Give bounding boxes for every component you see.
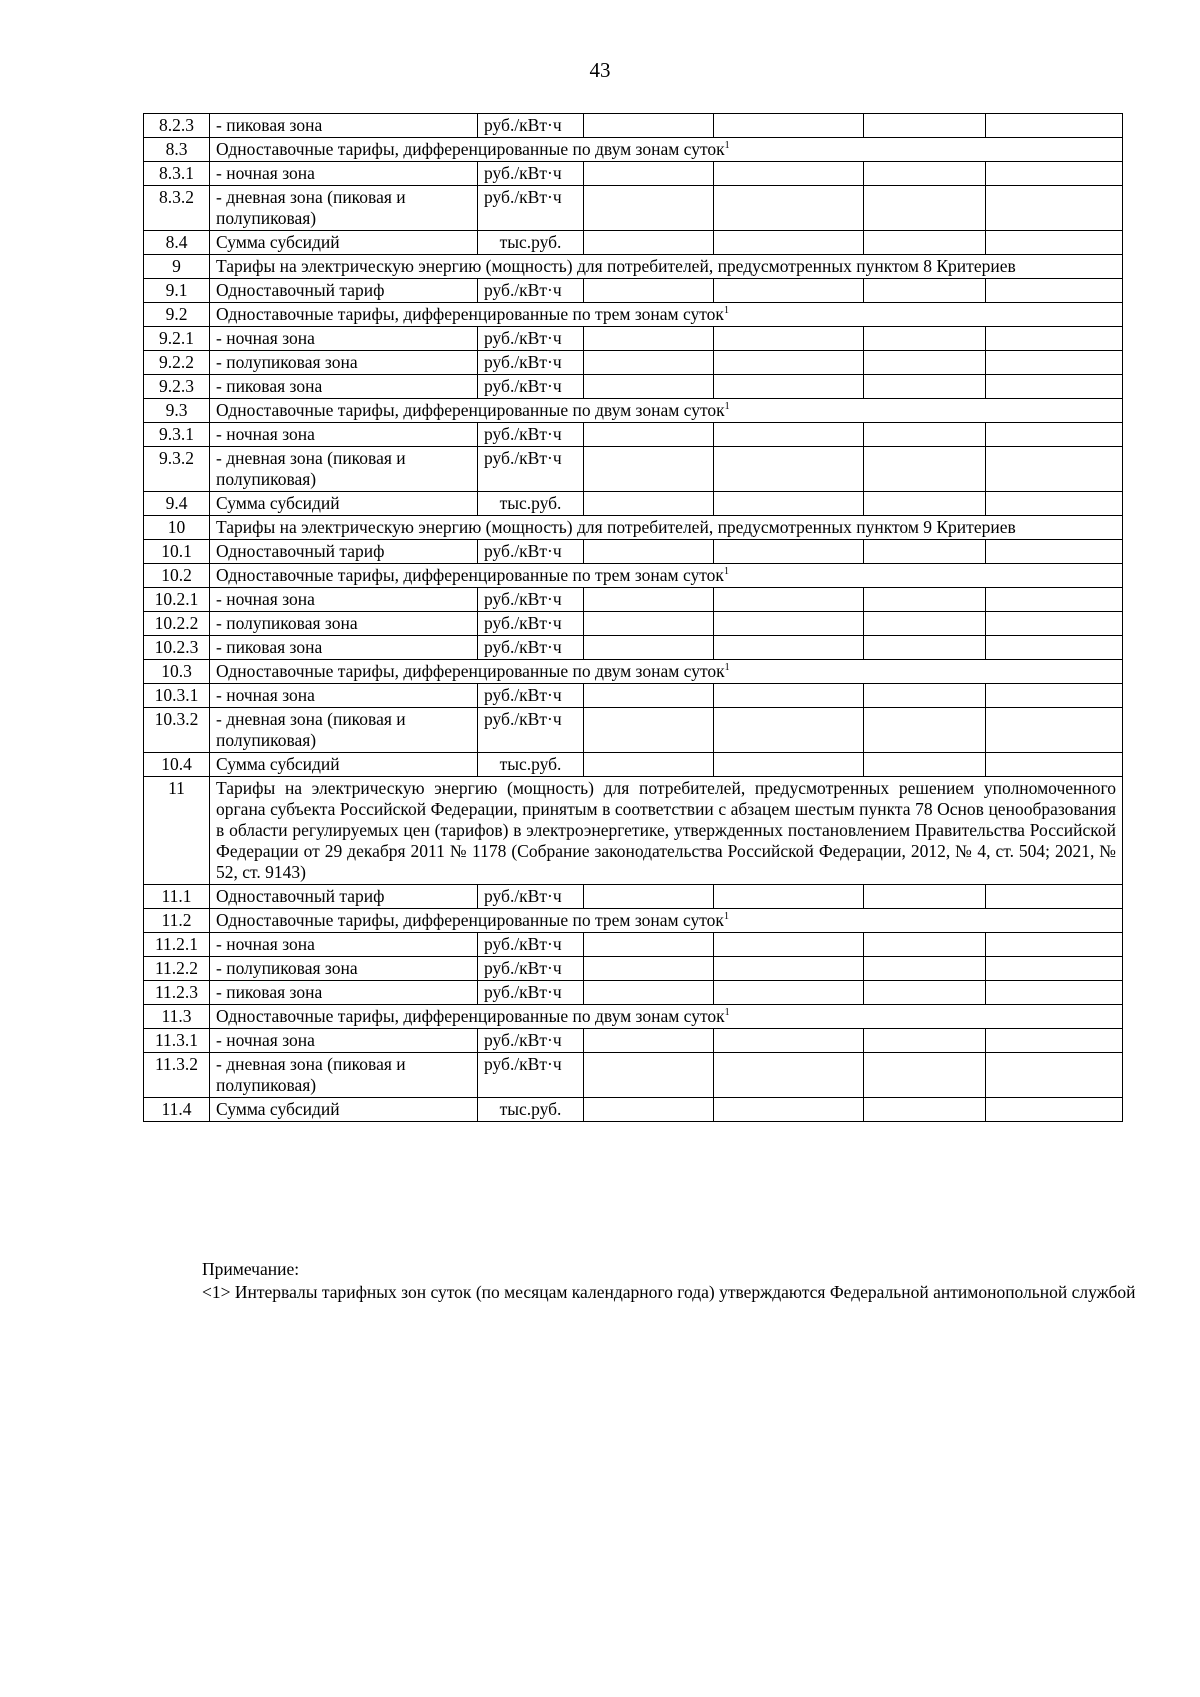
value-cell: [864, 375, 986, 399]
row-number: 11.2.2: [144, 957, 210, 981]
row-number: 11.2.1: [144, 933, 210, 957]
value-cell: [864, 612, 986, 636]
value-cell: [986, 231, 1123, 255]
value-cell: [714, 708, 864, 753]
value-cell: [714, 636, 864, 660]
table-row: [144, 351, 1123, 375]
row-unit: руб./кВт·ч: [478, 279, 584, 303]
row-unit: тыс.руб.: [478, 753, 584, 777]
section-header-text: Одноставочные тарифы, дифференцированные по трем зонам суток: [216, 565, 724, 585]
row-number: 10.3.2: [144, 708, 210, 753]
row-label: - пиковая зона: [210, 375, 478, 399]
section-header-text: Тарифы на электрическую энергию (мощность) для потребителей, предусмотренных пунктом 9 Критериев: [216, 517, 1016, 537]
table-row: [144, 327, 1123, 351]
value-cell: [864, 1029, 986, 1053]
value-cell: [864, 957, 986, 981]
value-cell: [864, 1053, 986, 1098]
table-row: [144, 1029, 1123, 1053]
section-header: [210, 255, 1123, 279]
value-cell: [864, 588, 986, 612]
row-unit: руб./кВт·ч: [478, 186, 584, 231]
row-unit: тыс.руб.: [478, 492, 584, 516]
value-cell: [584, 327, 714, 351]
value-cell: [986, 684, 1123, 708]
value-cell: [584, 231, 714, 255]
row-unit: руб./кВт·ч: [478, 447, 584, 492]
section-header: [210, 303, 1123, 327]
value-cell: [864, 351, 986, 375]
value-cell: [714, 540, 864, 564]
row-number: 8.2.3: [144, 114, 210, 138]
table-row: [144, 588, 1123, 612]
row-label: Сумма субсидий: [210, 1098, 478, 1122]
value-cell: [584, 981, 714, 1005]
value-cell: [986, 492, 1123, 516]
table-row: [144, 375, 1123, 399]
row-unit: руб./кВт·ч: [478, 708, 584, 753]
tariff-table-body: [144, 114, 1123, 1122]
footnote-marker: 1: [724, 401, 730, 413]
row-unit: руб./кВт·ч: [478, 423, 584, 447]
value-cell: [864, 162, 986, 186]
value-cell: [584, 708, 714, 753]
table-row: [144, 1053, 1123, 1098]
value-cell: [584, 612, 714, 636]
row-number: 8.3: [144, 138, 210, 162]
table-row: [144, 492, 1123, 516]
row-label: - ночная зона: [210, 423, 478, 447]
section-header-text: Тарифы на электрическую энергию (мощность) для потребителей, предусмотренных решением уполномоченного органа субъекта Российской Федерации, принятым в соответствии с абзацем шестым пункта 78 Основ ценообразования в области регулируемых цен (тарифов) в электроэнергетике, утвержденных постановлением Правительства Российской Федерации от 29 декабря 2011 № 1178 (Собрание законодательства Российской Федерации, 2012, № 4, ст. 504; 2021, № 52, ст. 9143): [216, 778, 1116, 882]
row-label: - полупиковая зона: [210, 612, 478, 636]
table-row: [144, 447, 1123, 492]
row-label: Одноставочный тариф: [210, 279, 478, 303]
row-label: - ночная зона: [210, 1029, 478, 1053]
value-cell: [714, 162, 864, 186]
table-section-row: [144, 909, 1123, 933]
row-number: 11.2.3: [144, 981, 210, 1005]
row-number: 10.2.2: [144, 612, 210, 636]
value-cell: [584, 540, 714, 564]
value-cell: [986, 933, 1123, 957]
row-label: Сумма субсидий: [210, 231, 478, 255]
row-unit: руб./кВт·ч: [478, 636, 584, 660]
row-number: 10.3: [144, 660, 210, 684]
table-row: [144, 885, 1123, 909]
value-cell: [986, 1029, 1123, 1053]
value-cell: [714, 423, 864, 447]
value-cell: [584, 423, 714, 447]
row-unit: руб./кВт·ч: [478, 1053, 584, 1098]
value-cell: [584, 1029, 714, 1053]
value-cell: [714, 684, 864, 708]
section-header: [210, 660, 1123, 684]
row-number: 10.3.1: [144, 684, 210, 708]
section-header: [210, 564, 1123, 588]
value-cell: [584, 1053, 714, 1098]
row-label: Одноставочный тариф: [210, 540, 478, 564]
value-cell: [584, 636, 714, 660]
table-row: [144, 684, 1123, 708]
table-row: [144, 1098, 1123, 1122]
value-cell: [714, 279, 864, 303]
value-cell: [584, 492, 714, 516]
row-label: - дневная зона (пиковая и полупиковая): [210, 186, 478, 231]
row-label: - дневная зона (пиковая и полупиковая): [210, 1053, 478, 1098]
row-unit: руб./кВт·ч: [478, 162, 584, 186]
row-label: - пиковая зона: [210, 981, 478, 1005]
value-cell: [714, 492, 864, 516]
value-cell: [584, 684, 714, 708]
footnote-marker: 1: [723, 911, 729, 923]
value-cell: [986, 957, 1123, 981]
row-label: - пиковая зона: [210, 114, 478, 138]
value-cell: [714, 1098, 864, 1122]
table-row: [144, 231, 1123, 255]
value-cell: [584, 375, 714, 399]
row-label: - ночная зона: [210, 933, 478, 957]
row-number: 11.2: [144, 909, 210, 933]
value-cell: [864, 753, 986, 777]
value-cell: [714, 1053, 864, 1098]
section-header: [210, 909, 1123, 933]
footnote-title: Примечание:: [202, 1259, 300, 1279]
footnote-marker: 1: [724, 140, 730, 152]
table-row: [144, 423, 1123, 447]
row-unit: руб./кВт·ч: [478, 327, 584, 351]
value-cell: [584, 162, 714, 186]
row-number: 11.4: [144, 1098, 210, 1122]
table-section-row: [144, 255, 1123, 279]
table-row: [144, 753, 1123, 777]
value-cell: [986, 447, 1123, 492]
table-section-row: [144, 516, 1123, 540]
value-cell: [986, 375, 1123, 399]
table-section-row: [144, 303, 1123, 327]
table-row: [144, 636, 1123, 660]
row-number: 11: [144, 777, 210, 885]
row-label: - ночная зона: [210, 588, 478, 612]
table-row: [144, 540, 1123, 564]
value-cell: [986, 114, 1123, 138]
row-label: - ночная зона: [210, 327, 478, 351]
value-cell: [714, 186, 864, 231]
value-cell: [986, 540, 1123, 564]
value-cell: [714, 957, 864, 981]
table-row: [144, 708, 1123, 753]
table-section-row: [144, 399, 1123, 423]
value-cell: [584, 933, 714, 957]
value-cell: [864, 492, 986, 516]
value-cell: [986, 612, 1123, 636]
value-cell: [584, 957, 714, 981]
value-cell: [584, 447, 714, 492]
value-cell: [986, 186, 1123, 231]
value-cell: [714, 1029, 864, 1053]
value-cell: [584, 114, 714, 138]
value-cell: [584, 1098, 714, 1122]
table-section-row: [144, 564, 1123, 588]
row-unit: руб./кВт·ч: [478, 612, 584, 636]
value-cell: [864, 981, 986, 1005]
value-cell: [714, 588, 864, 612]
value-cell: [986, 279, 1123, 303]
section-header-text: Одноставочные тарифы, дифференцированные по двум зонам суток: [216, 661, 725, 681]
value-cell: [986, 753, 1123, 777]
row-number: 9.1: [144, 279, 210, 303]
value-cell: [864, 231, 986, 255]
row-number: 11.3.1: [144, 1029, 210, 1053]
value-cell: [714, 753, 864, 777]
footnote-text: <1> Интервалы тарифных зон суток (по месяцам календарного года) утверждаются Федеральной антимонопольной службой: [202, 1282, 1136, 1302]
value-cell: [986, 885, 1123, 909]
value-cell: [714, 114, 864, 138]
value-cell: [584, 279, 714, 303]
table-section-row: [144, 1005, 1123, 1029]
row-unit: руб./кВт·ч: [478, 375, 584, 399]
value-cell: [714, 351, 864, 375]
value-cell: [864, 540, 986, 564]
value-cell: [864, 708, 986, 753]
row-label: Сумма субсидий: [210, 492, 478, 516]
section-header: [210, 1005, 1123, 1029]
row-number: 10: [144, 516, 210, 540]
table-section-row: [144, 777, 1123, 885]
row-number: 11.3: [144, 1005, 210, 1029]
section-header-text: Тарифы на электрическую энергию (мощность) для потребителей, предусмотренных пунктом 8 Критериев: [216, 256, 1016, 276]
row-number: 10.1: [144, 540, 210, 564]
row-number: 11.3.2: [144, 1053, 210, 1098]
tariff-table: [143, 113, 1123, 1122]
section-header: [210, 777, 1123, 885]
value-cell: [714, 885, 864, 909]
table-row: [144, 114, 1123, 138]
value-cell: [864, 636, 986, 660]
value-cell: [714, 231, 864, 255]
row-label: Сумма субсидий: [210, 753, 478, 777]
row-number: 9.3.1: [144, 423, 210, 447]
value-cell: [584, 588, 714, 612]
row-number: 9.2.2: [144, 351, 210, 375]
value-cell: [864, 933, 986, 957]
row-number: 8.4: [144, 231, 210, 255]
value-cell: [864, 186, 986, 231]
value-cell: [864, 114, 986, 138]
row-unit: тыс.руб.: [478, 1098, 584, 1122]
row-label: Одноставочный тариф: [210, 885, 478, 909]
row-number: 8.3.2: [144, 186, 210, 231]
value-cell: [986, 708, 1123, 753]
row-number: 9.2.3: [144, 375, 210, 399]
section-header: [210, 138, 1123, 162]
value-cell: [986, 981, 1123, 1005]
row-unit: руб./кВт·ч: [478, 588, 584, 612]
row-number: 10.4: [144, 753, 210, 777]
row-unit: руб./кВт·ч: [478, 885, 584, 909]
footnote-marker: 1: [724, 1007, 730, 1019]
row-unit: руб./кВт·ч: [478, 114, 584, 138]
row-number: 9.3.2: [144, 447, 210, 492]
row-number: 10.2: [144, 564, 210, 588]
footnote-marker: 1: [724, 662, 730, 674]
row-number: 10.2.1: [144, 588, 210, 612]
row-number: 8.3.1: [144, 162, 210, 186]
value-cell: [864, 885, 986, 909]
row-unit: руб./кВт·ч: [478, 351, 584, 375]
value-cell: [714, 612, 864, 636]
row-label: - пиковая зона: [210, 636, 478, 660]
row-unit: руб./кВт·ч: [478, 540, 584, 564]
section-header: [210, 516, 1123, 540]
page-number: 43: [589, 58, 611, 82]
table-row: [144, 186, 1123, 231]
section-header-text: Одноставочные тарифы, дифференцированные по трем зонам суток: [216, 304, 724, 324]
value-cell: [986, 588, 1123, 612]
value-cell: [584, 885, 714, 909]
row-number: 10.2.3: [144, 636, 210, 660]
row-unit: руб./кВт·ч: [478, 933, 584, 957]
value-cell: [714, 375, 864, 399]
row-label: - ночная зона: [210, 162, 478, 186]
row-number: 9.2.1: [144, 327, 210, 351]
value-cell: [584, 351, 714, 375]
value-cell: [864, 447, 986, 492]
row-unit: руб./кВт·ч: [478, 684, 584, 708]
value-cell: [986, 636, 1123, 660]
row-label: - полупиковая зона: [210, 957, 478, 981]
footnote: [143, 1258, 1136, 1304]
row-label: - дневная зона (пиковая и полупиковая): [210, 447, 478, 492]
value-cell: [986, 351, 1123, 375]
value-cell: [714, 327, 864, 351]
section-header: [210, 399, 1123, 423]
table-section-row: [144, 660, 1123, 684]
footnote-marker: 1: [723, 566, 729, 578]
value-cell: [714, 981, 864, 1005]
value-cell: [864, 1098, 986, 1122]
row-number: 9.2: [144, 303, 210, 327]
table-row: [144, 162, 1123, 186]
value-cell: [864, 279, 986, 303]
row-number: 9.4: [144, 492, 210, 516]
row-number: 9.3: [144, 399, 210, 423]
table-row: [144, 957, 1123, 981]
value-cell: [864, 327, 986, 351]
footnote-marker: 1: [723, 305, 729, 317]
row-unit: тыс.руб.: [478, 231, 584, 255]
section-header-text: Одноставочные тарифы, дифференцированные по двум зонам суток: [216, 1006, 725, 1026]
table-row: [144, 933, 1123, 957]
section-header-text: Одноставочные тарифы, дифференцированные по двум зонам суток: [216, 400, 725, 420]
section-header-text: Одноставочные тарифы, дифференцированные по двум зонам суток: [216, 139, 725, 159]
row-label: - дневная зона (пиковая и полупиковая): [210, 708, 478, 753]
value-cell: [986, 162, 1123, 186]
value-cell: [584, 186, 714, 231]
row-unit: руб./кВт·ч: [478, 957, 584, 981]
value-cell: [714, 933, 864, 957]
value-cell: [986, 1053, 1123, 1098]
section-header-text: Одноставочные тарифы, дифференцированные по трем зонам суток: [216, 910, 724, 930]
value-cell: [714, 447, 864, 492]
row-label: - полупиковая зона: [210, 351, 478, 375]
value-cell: [864, 684, 986, 708]
value-cell: [986, 327, 1123, 351]
table-row: [144, 612, 1123, 636]
table-row: [144, 981, 1123, 1005]
value-cell: [986, 1098, 1123, 1122]
table-row: [144, 279, 1123, 303]
value-cell: [864, 423, 986, 447]
row-unit: руб./кВт·ч: [478, 1029, 584, 1053]
table-section-row: [144, 138, 1123, 162]
row-number: 11.1: [144, 885, 210, 909]
value-cell: [584, 753, 714, 777]
row-number: 9: [144, 255, 210, 279]
row-unit: руб./кВт·ч: [478, 981, 584, 1005]
value-cell: [986, 423, 1123, 447]
row-label: - ночная зона: [210, 684, 478, 708]
